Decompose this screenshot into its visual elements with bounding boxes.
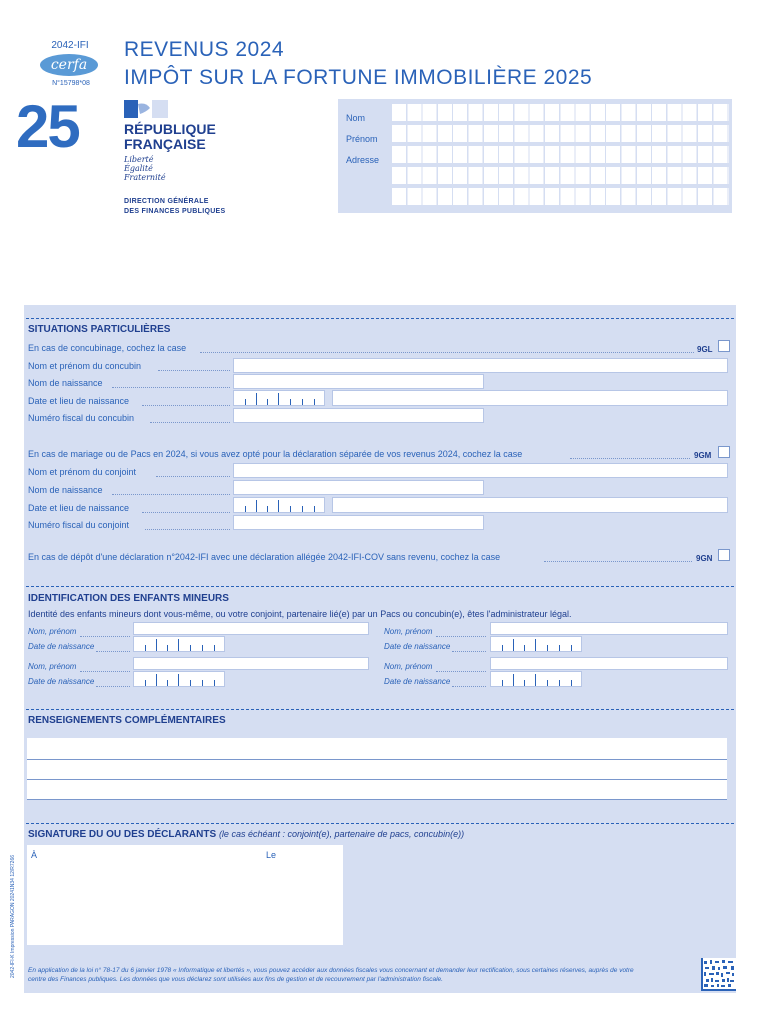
legal-notice [28, 966, 688, 984]
legal-line-2: centre des Finances publiques. Les données que vous déclarez sont utilisées aux fins de gestion et de recouvrement par l'administration fiscale. [28, 976, 443, 983]
adresse-label: Adresse [346, 155, 380, 165]
child2-name-field[interactable] [490, 622, 728, 635]
leader-dots [156, 476, 230, 477]
section-title-situations: SITUATIONS PARTICULIÈRES [28, 324, 171, 335]
section-title-renseignements: RENSEIGNEMENTS COMPLÉMENTAIRES [28, 715, 226, 726]
dgfip-line1: DIRECTION GÉNÉRALE [124, 198, 209, 205]
child3-name-field[interactable] [133, 657, 369, 670]
child4-name-label: Nom, prénom [384, 662, 433, 671]
concubin-fiscal-field[interactable] [233, 408, 484, 423]
child3-date-field[interactable] [133, 671, 225, 687]
child4-name-field[interactable] [490, 657, 728, 670]
code-9gl: 9GL [697, 345, 713, 354]
leader-dots [80, 636, 130, 637]
identity-grid-row-2[interactable] [392, 125, 729, 142]
concubin-fiscal-label: Numéro fiscal du concubin [28, 413, 135, 423]
leader-dots [158, 370, 230, 371]
leader-dots [142, 405, 230, 406]
child4-date-field[interactable] [490, 671, 582, 687]
renseignements-line-3[interactable] [27, 780, 727, 800]
child3-name-label: Nom, prénom [28, 662, 77, 671]
dgfip-line2: DES FINANCES PUBLIQUES [124, 208, 226, 215]
leader-dots [142, 512, 230, 513]
motto-liberte: Liberté [124, 155, 154, 164]
conjoint-birth-label: Date et lieu de naissance [28, 503, 130, 513]
separator [26, 709, 734, 710]
motto-fraternite: Fraternité [124, 173, 166, 182]
concubin-birthplace-field[interactable] [332, 390, 728, 406]
datamatrix-code-icon [701, 958, 736, 991]
checkbox-9gl[interactable] [718, 340, 730, 352]
signature-le-label: Le [266, 850, 277, 860]
section-title-enfants: IDENTIFICATION DES ENFANTS MINEURS [28, 593, 229, 604]
child1-name-label: Nom, prénom [28, 627, 77, 636]
concubin-name-label: Nom et prénom du concubin [28, 361, 142, 371]
renseignements-line-2[interactable] [27, 760, 727, 780]
signature-subtitle: (le cas échéant : conjoint(e), partenaire de pacs, concubin(e)) [218, 829, 465, 839]
signature-a-label: À [31, 850, 38, 860]
year-number: 25 [16, 93, 79, 160]
separator [26, 586, 734, 587]
code-9gn: 9GN [696, 554, 713, 563]
form-code: 2042-IFI [51, 40, 89, 51]
leader-dots [96, 686, 130, 687]
leader-dots [436, 671, 486, 672]
checkbox-9gn[interactable] [718, 549, 730, 561]
cerfa-number: N°15798*08 [52, 80, 90, 87]
marianne-logo-icon [124, 100, 168, 118]
depot-text: En cas de dépôt d'une déclaration n°2042-IFI avec une déclaration allégée 2042-IFI-COV sans revenu, cochez la case [28, 552, 501, 562]
signature-box[interactable] [27, 845, 343, 945]
dgfip-label [124, 197, 226, 217]
identity-grid-row-5[interactable] [392, 188, 729, 205]
concubin-birth-label: Date et lieu de naissance [28, 396, 130, 406]
separator [26, 823, 734, 824]
conjoint-name-field[interactable] [233, 463, 728, 478]
checkbox-9gm[interactable] [718, 446, 730, 458]
concubinage-text: En cas de concubinage, cochez la case [28, 343, 187, 353]
child2-name-label: Nom, prénom [384, 627, 433, 636]
conjoint-birthdate-field[interactable] [233, 497, 325, 513]
leader-dots [80, 671, 130, 672]
code-9gm: 9GM [694, 451, 712, 460]
child1-name-field[interactable] [133, 622, 369, 635]
concubin-birthname-label: Nom de naissance [28, 378, 103, 388]
child2-date-field[interactable] [490, 636, 582, 652]
identity-grid-row-3[interactable] [392, 146, 729, 163]
leader-dots [544, 561, 692, 562]
conjoint-fiscal-field[interactable] [233, 515, 484, 530]
cerfa-logo: cerfa [40, 54, 98, 76]
concubin-birthdate-field[interactable] [233, 390, 325, 406]
concubin-birthname-field[interactable] [233, 374, 484, 389]
section-title-signature [28, 829, 464, 840]
motto [124, 155, 166, 182]
conjoint-birthname-field[interactable] [233, 480, 484, 495]
mariage-text: En cas de mariage ou de Pacs en 2024, si vous avez opté pour la déclaration séparée de vos revenus 2024, cochez la case [28, 449, 523, 459]
leader-dots [436, 636, 486, 637]
child1-date-label: Date de naissance [28, 642, 95, 651]
republique-line2: FRANÇAISE [124, 136, 206, 152]
conjoint-name-label: Nom et prénom du conjoint [28, 467, 137, 477]
leader-dots [570, 458, 690, 459]
republique-line1: RÉPUBLIQUE [124, 121, 216, 137]
leader-dots [150, 422, 230, 423]
leader-dots [112, 494, 230, 495]
leader-dots [145, 529, 230, 530]
conjoint-birthname-label: Nom de naissance [28, 485, 103, 495]
print-reference: 2042-IFI-K Impression PARAGON 20241N34 12/R7266 [10, 854, 16, 978]
renseignements-line-1[interactable] [27, 738, 727, 760]
leader-dots [200, 352, 694, 353]
conjoint-birthplace-field[interactable] [332, 497, 728, 513]
concubin-name-field[interactable] [233, 358, 728, 373]
prenom-label: Prénom [346, 134, 378, 144]
title-ifi: IMPÔT SUR LA FORTUNE IMMOBILIÈRE 2025 [124, 66, 593, 89]
child4-date-label: Date de naissance [384, 677, 451, 686]
title-revenus: REVENUS 2024 [124, 38, 285, 61]
leader-dots [96, 651, 130, 652]
child1-date-field[interactable] [133, 636, 225, 652]
nom-label: Nom [346, 113, 366, 123]
signature-title: SIGNATURE DU OU DES DÉCLARANTS [28, 829, 217, 840]
leader-dots [112, 387, 230, 388]
child2-date-label: Date de naissance [384, 642, 451, 651]
identity-grid-row-4[interactable] [392, 167, 729, 184]
legal-line-1: En application de la loi n° 78-17 du 6 janvier 1978 « Informatique et libertés », vous pouvez accéder aux données fiscales vous concernant et demander leur rectification, sous certaines réserves, auprès de votre [28, 967, 634, 974]
conjoint-fiscal-label: Numéro fiscal du conjoint [28, 520, 130, 530]
enfants-subtitle: Identité des enfants mineurs dont vous-même, ou votre conjoint, partenaire lié(e) par un Pacs ou concubin(e), êtes l'administrateur légal. [28, 609, 572, 619]
child3-date-label: Date de naissance [28, 677, 95, 686]
leader-dots [452, 651, 486, 652]
leader-dots [452, 686, 486, 687]
motto-egalite: Égalité [124, 164, 153, 173]
identity-grid-row-1[interactable] [392, 104, 729, 121]
separator [26, 318, 734, 319]
